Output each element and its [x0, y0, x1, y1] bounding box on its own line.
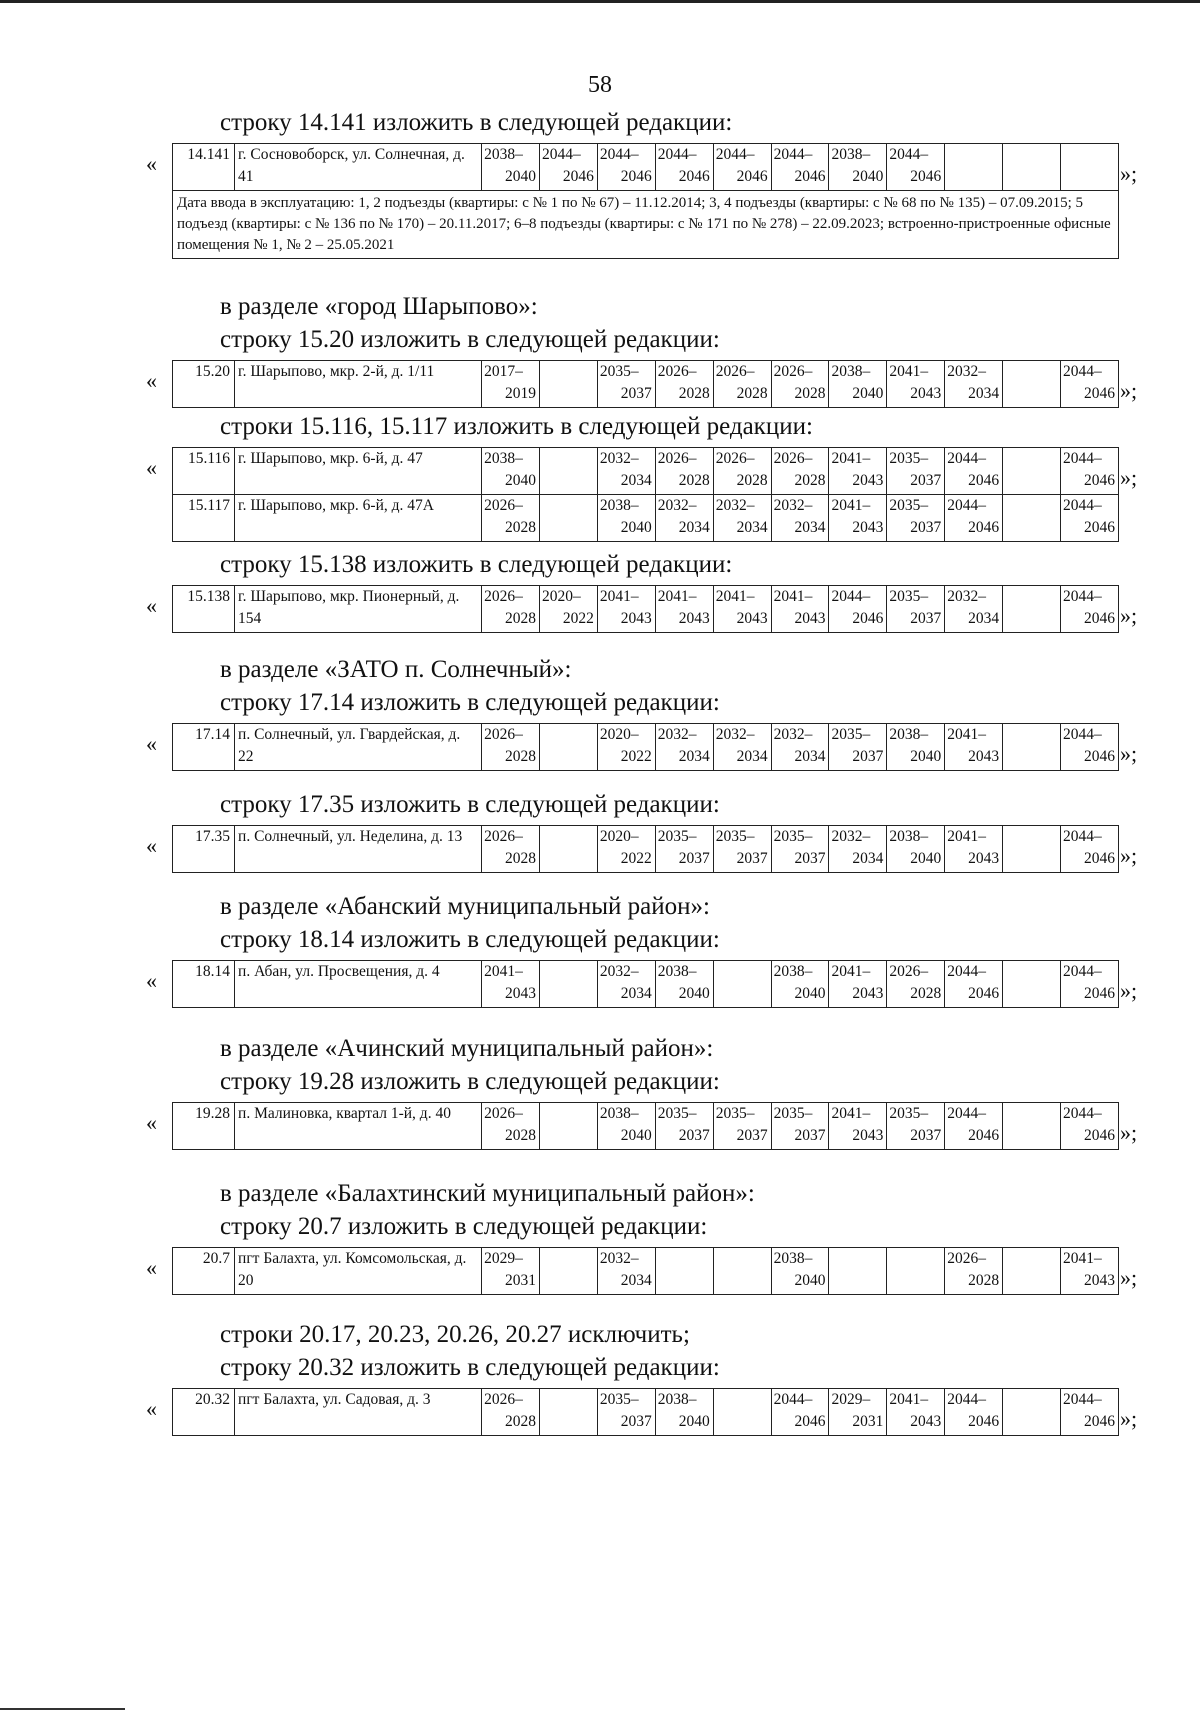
- year-period-cell: 2041– 2043: [829, 1103, 887, 1150]
- year-period-cell: 2032– 2034: [945, 586, 1003, 633]
- year-period-cell: 2041– 2043: [655, 586, 713, 633]
- year-period-cell: 2026– 2028: [482, 1389, 540, 1436]
- year-period-cell: 2026– 2028: [771, 448, 829, 495]
- address-cell: п. Абан, ул. Просвещения, д. 4: [235, 961, 482, 1008]
- amendment-instruction: строку 20.7 изложить в следующей редакции:: [220, 1213, 708, 1240]
- register-table: [172, 447, 1119, 542]
- year-period-cell: [887, 1248, 945, 1295]
- amendment-section: [0, 890, 1200, 1008]
- opening-quote: «: [146, 731, 157, 756]
- year-period-cell: 2035– 2037: [713, 1103, 771, 1150]
- year-period-cell: 2026– 2028: [482, 586, 540, 633]
- year-period-cell: 2044– 2046: [945, 495, 1003, 542]
- amendment-section: [0, 653, 1200, 771]
- table-row: [173, 961, 1119, 1008]
- year-period-cell: 2041– 2043: [887, 361, 945, 408]
- year-period-cell: 2044– 2046: [945, 961, 1003, 1008]
- table-fragment: [0, 825, 1200, 873]
- amendment-section: [0, 1318, 1200, 1436]
- year-period-cell: 2044– 2046: [655, 144, 713, 191]
- row-number: 19.28: [173, 1103, 235, 1150]
- amendment-section: [0, 290, 1200, 408]
- year-period-cell: 2032– 2034: [771, 724, 829, 771]
- table-fragment: [0, 1388, 1200, 1436]
- year-period-cell: 2035– 2037: [655, 1103, 713, 1150]
- row-number: 20.32: [173, 1389, 235, 1436]
- year-period-cell: [829, 1248, 887, 1295]
- year-period-cell: 2044– 2046: [1061, 1389, 1119, 1436]
- row-number: 14.141: [173, 144, 235, 191]
- opening-quote: «: [146, 968, 157, 993]
- table-row: [173, 1248, 1119, 1295]
- register-table: [172, 825, 1119, 873]
- year-period-cell: 2044– 2046: [1061, 724, 1119, 771]
- closing-quote: »;: [1120, 378, 1138, 403]
- year-period-cell: 2029– 2031: [829, 1389, 887, 1436]
- table-fragment: [0, 1247, 1200, 1295]
- year-period-cell: [540, 361, 598, 408]
- amendment-instruction: строку 18.14 изложить в следующей редакции:: [220, 926, 720, 953]
- year-period-cell: 2026– 2028: [713, 361, 771, 408]
- year-period-cell: 2041– 2043: [887, 1389, 945, 1436]
- table-row: [173, 361, 1119, 408]
- year-period-cell: [1003, 961, 1061, 1008]
- year-period-cell: [1003, 448, 1061, 495]
- row-number: 18.14: [173, 961, 235, 1008]
- year-period-cell: 2038– 2040: [771, 1248, 829, 1295]
- year-period-cell: [1003, 1248, 1061, 1295]
- year-period-cell: 2017– 2019: [482, 361, 540, 408]
- table-row: [173, 495, 1119, 542]
- closing-quote: »;: [1120, 1406, 1138, 1431]
- closing-quote: »;: [1120, 741, 1138, 766]
- amendment-instruction: строку 15.20 изложить в следующей редакции:: [220, 326, 720, 353]
- year-period-cell: 2026– 2028: [771, 361, 829, 408]
- closing-quote: »;: [1120, 465, 1138, 490]
- year-period-cell: 2026– 2028: [482, 1103, 540, 1150]
- year-period-cell: [1003, 724, 1061, 771]
- year-period-cell: 2038– 2040: [482, 144, 540, 191]
- table-row: [173, 1103, 1119, 1150]
- year-period-cell: 2044– 2046: [1061, 826, 1119, 873]
- scan-edge-top: [0, 0, 1200, 3]
- row-number: 17.35: [173, 826, 235, 873]
- year-period-cell: 2035– 2037: [655, 826, 713, 873]
- address-cell: п. Малиновка, квартал 1-й, д. 40: [235, 1103, 482, 1150]
- year-period-cell: 2035– 2037: [887, 495, 945, 542]
- year-period-cell: 2038– 2040: [887, 826, 945, 873]
- address-cell: пгт Балахта, ул. Садовая, д. 3: [235, 1389, 482, 1436]
- table-fragment: [0, 143, 1200, 259]
- amendment-instruction: в разделе «Абанский муниципальный район»:: [220, 893, 710, 920]
- amendment-section: [0, 788, 1200, 873]
- year-period-cell: [1061, 144, 1119, 191]
- row-number: 15.117: [173, 495, 235, 542]
- year-period-cell: 2044– 2046: [1061, 1103, 1119, 1150]
- opening-quote: «: [146, 151, 157, 176]
- amendment-instruction: строку 15.138 изложить в следующей редакции:: [220, 551, 733, 578]
- table-fragment: [0, 1102, 1200, 1150]
- year-period-cell: [1003, 495, 1061, 542]
- opening-quote: «: [146, 1396, 157, 1421]
- year-period-cell: [1003, 144, 1061, 191]
- closing-quote: »;: [1120, 1120, 1138, 1145]
- amendment-instruction: строку 14.141 изложить в следующей редакции:: [220, 109, 733, 136]
- amendment-section: [0, 1032, 1200, 1150]
- year-period-cell: [713, 1389, 771, 1436]
- year-period-cell: [1003, 586, 1061, 633]
- opening-quote: «: [146, 593, 157, 618]
- table-row: [173, 144, 1119, 191]
- table-row: [173, 724, 1119, 771]
- table-fragment: [0, 723, 1200, 771]
- year-period-cell: 2026– 2028: [655, 448, 713, 495]
- year-period-cell: 2035– 2037: [597, 1389, 655, 1436]
- year-period-cell: 2035– 2037: [887, 586, 945, 633]
- year-period-cell: 2038– 2040: [829, 361, 887, 408]
- note-row: [173, 191, 1119, 259]
- table-row: [173, 586, 1119, 633]
- year-period-cell: [1003, 826, 1061, 873]
- year-period-cell: 2044– 2046: [713, 144, 771, 191]
- register-table: [172, 1102, 1119, 1150]
- register-table: [172, 585, 1119, 633]
- amendment-instruction: строку 17.35 изложить в следующей редакции:: [220, 791, 720, 818]
- year-period-cell: [540, 495, 598, 542]
- year-period-cell: 2044– 2046: [1061, 961, 1119, 1008]
- amendment-instruction: в разделе «ЗАТО п. Солнечный»:: [220, 656, 572, 683]
- table-fragment: [0, 447, 1200, 542]
- address-cell: г. Шарыпово, мкр. 6-й, д. 47А: [235, 495, 482, 542]
- year-period-cell: [655, 1248, 713, 1295]
- row-number: 15.138: [173, 586, 235, 633]
- year-period-cell: 2044– 2046: [1061, 495, 1119, 542]
- year-period-cell: 2038– 2040: [771, 961, 829, 1008]
- commissioning-note: Дата ввода в эксплуатацию: 1, 2 подъезды (квартиры: с № 1 по № 67) – 11.12.2014; 3, 4 подъезды (квартиры: с № 68 по № 135) – 07.09.2015; 5 подъезд (квартиры: с № 136 по № 170) – 20.11.2017; 6–8 подъезды (квартиры: с № 171 по № 278) – 22.09.2023; встроенно-пристроенные офисные помещения № 1, № 2 – 25.05.2021: [173, 191, 1119, 259]
- amendment-instruction: в разделе «Ачинский муниципальный район»:: [220, 1035, 714, 1062]
- year-period-cell: 2041– 2043: [829, 495, 887, 542]
- opening-quote: «: [146, 1255, 157, 1280]
- table-fragment: [0, 960, 1200, 1008]
- year-period-cell: [1003, 1389, 1061, 1436]
- year-period-cell: [540, 1103, 598, 1150]
- amendment-section: [0, 548, 1200, 633]
- year-period-cell: 2041– 2043: [829, 961, 887, 1008]
- closing-quote: »;: [1120, 978, 1138, 1003]
- page-number: 58: [588, 72, 612, 98]
- year-period-cell: 2041– 2043: [829, 448, 887, 495]
- year-period-cell: 2026– 2028: [713, 448, 771, 495]
- year-period-cell: 2041– 2043: [771, 586, 829, 633]
- year-period-cell: 2032– 2034: [597, 448, 655, 495]
- year-period-cell: 2035– 2037: [887, 1103, 945, 1150]
- amendment-instruction: строку 20.32 изложить в следующей редакции:: [220, 1354, 720, 1381]
- table-row: [173, 826, 1119, 873]
- year-period-cell: 2020– 2022: [597, 724, 655, 771]
- scan-edge-bottom: [0, 1708, 125, 1710]
- year-period-cell: 2044– 2046: [945, 1389, 1003, 1436]
- year-period-cell: 2026– 2028: [655, 361, 713, 408]
- closing-quote: »;: [1120, 1265, 1138, 1290]
- year-period-cell: 2044– 2046: [887, 144, 945, 191]
- year-period-cell: 2035– 2037: [713, 826, 771, 873]
- year-period-cell: 2038– 2040: [597, 495, 655, 542]
- year-period-cell: 2044– 2046: [597, 144, 655, 191]
- row-number: 20.7: [173, 1248, 235, 1295]
- year-period-cell: 2026– 2028: [482, 826, 540, 873]
- year-period-cell: [540, 448, 598, 495]
- amendment-section: [0, 106, 1200, 259]
- year-period-cell: 2041– 2043: [482, 961, 540, 1008]
- table-row: [173, 1389, 1119, 1436]
- year-period-cell: [540, 961, 598, 1008]
- year-period-cell: [713, 961, 771, 1008]
- year-period-cell: 2032– 2034: [945, 361, 1003, 408]
- amendment-section: [0, 410, 1200, 542]
- table-row: [173, 448, 1119, 495]
- address-cell: г. Шарыпово, мкр. 2-й, д. 1/11: [235, 361, 482, 408]
- year-period-cell: 2032– 2034: [597, 1248, 655, 1295]
- address-cell: пгт Балахта, ул. Комсомольская, д. 20: [235, 1248, 482, 1295]
- register-table: [172, 960, 1119, 1008]
- year-period-cell: 2032– 2034: [655, 724, 713, 771]
- closing-quote: »;: [1120, 843, 1138, 868]
- year-period-cell: 2038– 2040: [655, 1389, 713, 1436]
- year-period-cell: 2038– 2040: [887, 724, 945, 771]
- address-cell: п. Солнечный, ул. Гвардейская, д. 22: [235, 724, 482, 771]
- year-period-cell: 2038– 2040: [482, 448, 540, 495]
- opening-quote: «: [146, 455, 157, 480]
- year-period-cell: 2032– 2034: [829, 826, 887, 873]
- year-period-cell: [540, 1389, 598, 1436]
- year-period-cell: [713, 1248, 771, 1295]
- year-period-cell: 2035– 2037: [829, 724, 887, 771]
- amendment-instruction: строки 20.17, 20.23, 20.26, 20.27 исключить;: [220, 1321, 690, 1348]
- opening-quote: «: [146, 833, 157, 858]
- year-period-cell: 2026– 2028: [482, 724, 540, 771]
- year-period-cell: 2044– 2046: [945, 448, 1003, 495]
- row-number: 15.20: [173, 361, 235, 408]
- amendment-instruction: строки 15.116, 15.117 изложить в следующей редакции:: [220, 413, 813, 440]
- year-period-cell: [540, 724, 598, 771]
- address-cell: г. Шарыпово, мкр. Пионерный, д. 154: [235, 586, 482, 633]
- year-period-cell: 2044– 2046: [540, 144, 598, 191]
- year-period-cell: 2026– 2028: [482, 495, 540, 542]
- year-period-cell: 2038– 2040: [655, 961, 713, 1008]
- year-period-cell: 2035– 2037: [771, 826, 829, 873]
- year-period-cell: 2032– 2034: [655, 495, 713, 542]
- amendment-instruction: в разделе «Балахтинский муниципальный район»:: [220, 1180, 755, 1207]
- address-cell: г. Сосновоборск, ул. Солнечная, д. 41: [235, 144, 482, 191]
- year-period-cell: [1003, 361, 1061, 408]
- year-period-cell: 2032– 2034: [713, 495, 771, 542]
- year-period-cell: 2041– 2043: [597, 586, 655, 633]
- table-fragment: [0, 360, 1200, 408]
- year-period-cell: 2032– 2034: [771, 495, 829, 542]
- register-table: [172, 1388, 1119, 1436]
- year-period-cell: 2041– 2043: [945, 826, 1003, 873]
- year-period-cell: 2044– 2046: [771, 1389, 829, 1436]
- year-period-cell: 2044– 2046: [1061, 361, 1119, 408]
- year-period-cell: 2041– 2043: [1061, 1248, 1119, 1295]
- closing-quote: »;: [1120, 603, 1138, 628]
- table-fragment: [0, 585, 1200, 633]
- year-period-cell: 2044– 2046: [1061, 586, 1119, 633]
- year-period-cell: 2044– 2046: [829, 586, 887, 633]
- amendment-section: [0, 1177, 1200, 1295]
- year-period-cell: 2026– 2028: [945, 1248, 1003, 1295]
- row-number: 17.14: [173, 724, 235, 771]
- year-period-cell: 2044– 2046: [771, 144, 829, 191]
- year-period-cell: 2041– 2043: [945, 724, 1003, 771]
- year-period-cell: [945, 144, 1003, 191]
- year-period-cell: 2032– 2034: [597, 961, 655, 1008]
- year-period-cell: 2041– 2043: [713, 586, 771, 633]
- opening-quote: «: [146, 368, 157, 393]
- year-period-cell: 2035– 2037: [771, 1103, 829, 1150]
- year-period-cell: [540, 1248, 598, 1295]
- year-period-cell: 2035– 2037: [597, 361, 655, 408]
- address-cell: п. Солнечный, ул. Неделина, д. 13: [235, 826, 482, 873]
- year-period-cell: 2038– 2040: [597, 1103, 655, 1150]
- year-period-cell: 2035– 2037: [887, 448, 945, 495]
- amendment-instruction: в разделе «город Шарыпово»:: [220, 293, 538, 320]
- register-table: [172, 723, 1119, 771]
- year-period-cell: 2044– 2046: [1061, 448, 1119, 495]
- amendment-instruction: строку 19.28 изложить в следующей редакции:: [220, 1068, 720, 1095]
- year-period-cell: 2044– 2046: [945, 1103, 1003, 1150]
- opening-quote: «: [146, 1110, 157, 1135]
- register-table: [172, 1247, 1119, 1295]
- year-period-cell: 2020– 2022: [540, 586, 598, 633]
- year-period-cell: 2038– 2040: [829, 144, 887, 191]
- amendment-instruction: строку 17.14 изложить в следующей редакции:: [220, 689, 720, 716]
- year-period-cell: 2020– 2022: [597, 826, 655, 873]
- closing-quote: »;: [1120, 161, 1138, 186]
- register-table: [172, 360, 1119, 408]
- year-period-cell: [540, 826, 598, 873]
- year-period-cell: 2026– 2028: [887, 961, 945, 1008]
- year-period-cell: [1003, 1103, 1061, 1150]
- year-period-cell: 2032– 2034: [713, 724, 771, 771]
- row-number: 15.116: [173, 448, 235, 495]
- year-period-cell: 2029– 2031: [482, 1248, 540, 1295]
- address-cell: г. Шарыпово, мкр. 6-й, д. 47: [235, 448, 482, 495]
- register-table: [172, 143, 1119, 259]
